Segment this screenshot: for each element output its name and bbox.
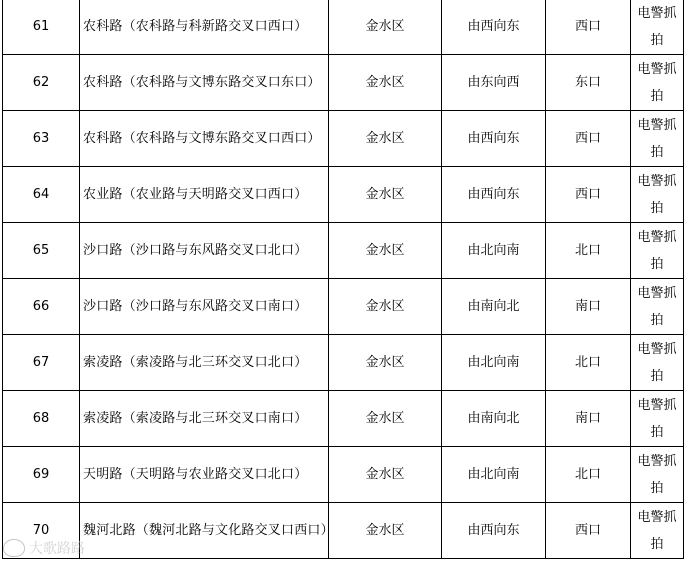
row-number: 61 [3,0,80,55]
camera-location-table [2,0,684,559]
intersection-port: 北口 [546,335,631,391]
capture-type: 电警抓拍 [637,285,677,328]
district: 金水区 [329,503,442,559]
capture-type-cell [631,167,684,223]
capture-type-cell [631,55,684,111]
intersection-port: 东口 [546,55,631,111]
table-row [3,111,684,167]
table-row [3,223,684,279]
table-row [3,335,684,391]
row-number: 67 [3,335,80,391]
capture-type-cell [631,391,684,447]
district: 金水区 [329,279,442,335]
watermark-text: 大歌路路 [29,541,85,557]
capture-type: 电警抓拍 [637,229,677,272]
road-location: 农科路（农科路与文博东路交叉口西口） [80,111,329,167]
road-location: 索凌路（索凌路与北三环交叉口南口） [80,391,329,447]
capture-type: 电警抓拍 [637,509,677,552]
capture-type: 电警抓拍 [637,173,677,216]
district: 金水区 [329,0,442,55]
intersection-port: 西口 [546,503,631,559]
row-number: 70 [3,503,80,559]
road-location: 农科路（农科路与文博东路交叉口东口） [80,55,329,111]
district: 金水区 [329,223,442,279]
district: 金水区 [329,447,442,503]
intersection-port: 南口 [546,391,631,447]
direction: 由西向东 [442,167,546,223]
capture-type-cell [631,111,684,167]
road-location: 索凌路（索凌路与北三环交叉口北口） [80,335,329,391]
capture-type-cell [631,223,684,279]
direction: 由西向东 [442,111,546,167]
capture-type-cell [631,447,684,503]
table-row [3,447,684,503]
district: 金水区 [329,167,442,223]
row-number: 62 [3,55,80,111]
capture-type: 电警抓拍 [637,117,677,160]
intersection-port: 西口 [546,0,631,55]
direction: 由南向北 [442,279,546,335]
road-location: 沙口路（沙口路与东风路交叉口南口） [80,279,329,335]
road-location: 魏河北路（魏河北路与文化路交叉口西口） [80,503,329,559]
road-location: 农科路（农科路与科新路交叉口西口） [80,0,329,55]
row-number: 69 [3,447,80,503]
capture-type: 电警抓拍 [637,5,677,48]
table-row [3,0,684,55]
intersection-port: 北口 [546,223,631,279]
direction: 由西向东 [442,0,546,55]
district: 金水区 [329,111,442,167]
road-location: 农业路（农业路与天明路交叉口西口） [80,167,329,223]
row-number: 63 [3,111,80,167]
intersection-port: 西口 [546,111,631,167]
capture-type-cell [631,279,684,335]
table-body [3,0,684,559]
row-number: 68 [3,391,80,447]
site-watermark [3,537,85,559]
row-number: 66 [3,279,80,335]
district: 金水区 [329,55,442,111]
watermark-logo-icon [3,539,25,557]
table-row [3,503,684,559]
table-row [3,391,684,447]
row-number: 64 [3,167,80,223]
intersection-port: 南口 [546,279,631,335]
intersection-port: 北口 [546,447,631,503]
road-location: 天明路（天明路与农业路交叉口北口） [80,447,329,503]
district: 金水区 [329,335,442,391]
capture-type-cell [631,335,684,391]
direction: 由西向东 [442,503,546,559]
direction: 由东向西 [442,55,546,111]
capture-type: 电警抓拍 [637,341,677,384]
row-number: 65 [3,223,80,279]
direction: 由北向南 [442,447,546,503]
table-row [3,55,684,111]
capture-type: 电警抓拍 [637,397,677,440]
district: 金水区 [329,391,442,447]
capture-type: 电警抓拍 [637,453,677,496]
table-row [3,279,684,335]
direction: 由北向南 [442,223,546,279]
capture-type: 电警抓拍 [637,61,677,104]
road-location: 沙口路（沙口路与东风路交叉口北口） [80,223,329,279]
direction: 由北向南 [442,335,546,391]
capture-type-cell [631,0,684,55]
intersection-port: 西口 [546,167,631,223]
capture-type-cell [631,503,684,559]
table-row [3,167,684,223]
direction: 由南向北 [442,391,546,447]
